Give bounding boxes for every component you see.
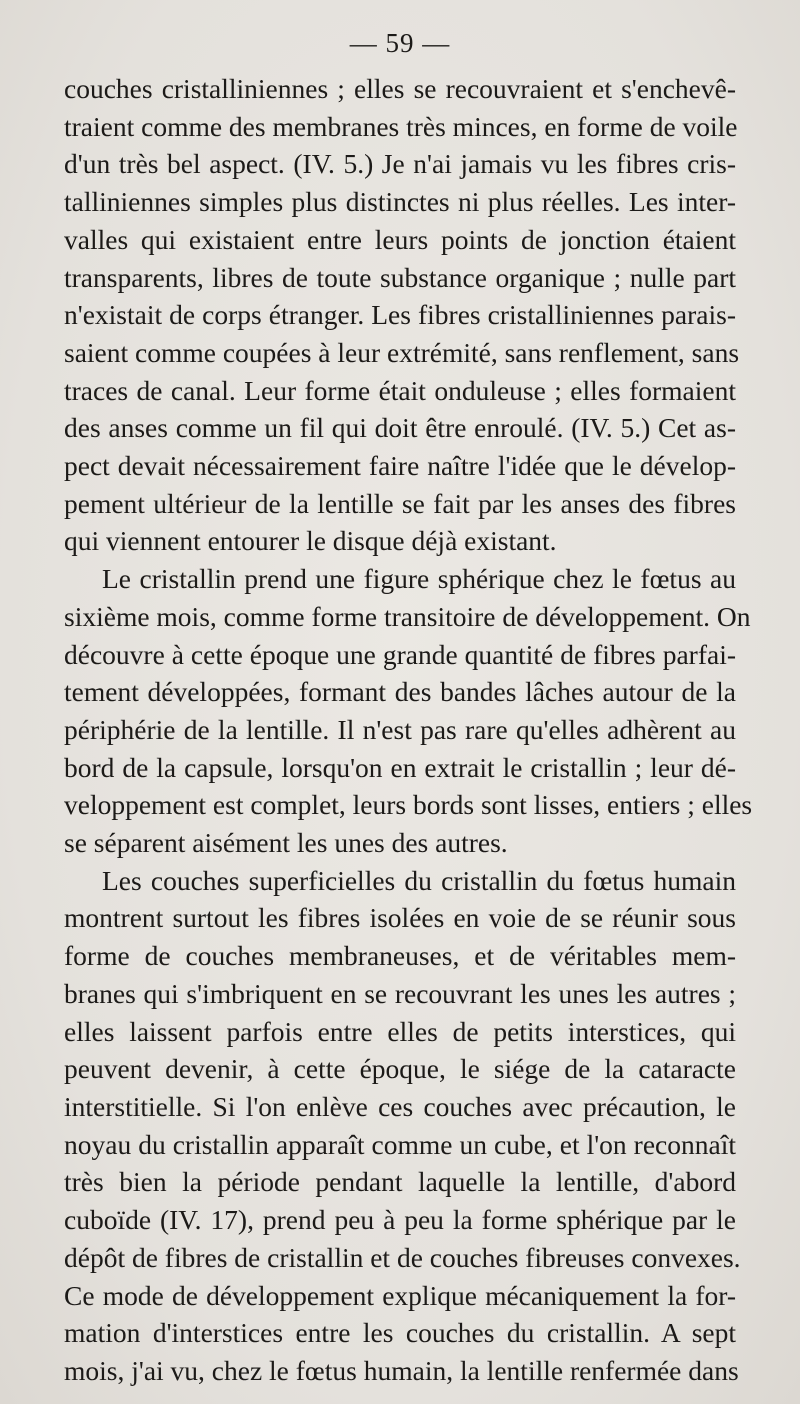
text-line: saient comme coupées à leur extrémité, sans renflement, sans xyxy=(64,336,740,368)
text-line: pect devait nécessairement faire naître l'idée que le dévelop- xyxy=(64,450,736,482)
text-line: veloppement est complet, leurs bords sont lisses, entiers ; elles xyxy=(64,789,753,821)
paragraph xyxy=(64,862,741,1390)
text-line: des anses comme un fil qui doit être enroulé. (IV. 5.) Cet as- xyxy=(64,412,736,444)
text-line: mois, j'ai vu, chez le fœtus humain, la lentille renfermée dans xyxy=(64,1354,739,1386)
text-line: Ce mode de développement explique mécaniquement la for- xyxy=(64,1279,736,1311)
text-line: très bien la période pendant laquelle la lentille, d'abord xyxy=(64,1166,736,1198)
text-line: cuboïde (IV. 17), prend peu à peu la forme sphérique par le xyxy=(64,1204,736,1236)
text-line: mation d'interstices entre les couches du cristallin. A sept xyxy=(64,1317,736,1349)
text-line: périphérie de la lentille. Il n'est pas rare qu'elles adhèrent au xyxy=(64,713,736,745)
text-line: valles qui existaient entre leurs points de jonction étaient xyxy=(64,223,736,255)
paragraph xyxy=(64,560,753,862)
text-line: qui viennent entourer le disque déjà existant. xyxy=(64,525,557,557)
text-line: couches cristalliniennes ; elles se recouvraient et s'enchevê- xyxy=(64,73,736,104)
text-line: branes qui s'imbriquent en se recouvrant les unes les autres ; xyxy=(64,977,736,1009)
text-line: transparents, libres de toute substance organique ; nulle part xyxy=(64,261,736,293)
text-line: tement développées, formant des bandes lâches autour de la xyxy=(64,676,736,708)
text-line: pement ultérieur de la lentille se fait par les anses des fibres xyxy=(64,487,736,519)
text-line: Les couches superficielles du cristallin du fœtus humain xyxy=(102,864,736,896)
text-line: d'un très bel aspect. (IV. 5.) Je n'ai jamais vu les fibres cris- xyxy=(64,148,736,180)
text-line: traces de canal. Leur forme était onduleuse ; elles formaient xyxy=(64,374,736,406)
text-line: n'existait de corps étranger. Les fibres cristalliniennes parais- xyxy=(64,299,736,331)
text-line: peuvent devenir, à cette époque, le siége de la cataracte xyxy=(64,1053,736,1085)
text-line: se séparent aisément les unes des autres. xyxy=(64,827,508,859)
text-line: Le cristallin prend une figure sphérique chez le fœtus au xyxy=(102,563,736,595)
text-line: découvre à cette époque une grande quantité de fibres parfai- xyxy=(64,638,736,670)
text-line: sixième mois, comme forme transitoire de développement. On xyxy=(64,600,751,632)
text-line: talliniennes simples plus distinctes ni plus réelles. Les inter- xyxy=(64,186,736,218)
text-line: elles laissent parfois entre elles de petits interstices, qui xyxy=(64,1015,736,1047)
text-line: dépôt de fibres de cristallin et de couches fibreuses convexes. xyxy=(64,1241,741,1273)
text-line: interstitielle. Si l'on enlève ces couches avec précaution, le xyxy=(64,1090,736,1122)
text-line: montrent surtout les fibres isolées en voie de se réunir sous xyxy=(64,902,736,934)
text-line: traient comme des membranes très minces, en forme de voile xyxy=(64,110,738,142)
page-number: — 59 — xyxy=(349,28,451,58)
text-line: bord de la capsule, lorsqu'on en extrait le cristallin ; leur dé- xyxy=(64,751,736,783)
text-line: noyau du cristallin apparaît comme un cube, et l'on reconnaît xyxy=(64,1128,736,1160)
text-line: forme de couches membraneuses, et de véritables mem- xyxy=(64,940,736,972)
body-text xyxy=(64,70,753,1390)
paragraph xyxy=(64,70,740,560)
